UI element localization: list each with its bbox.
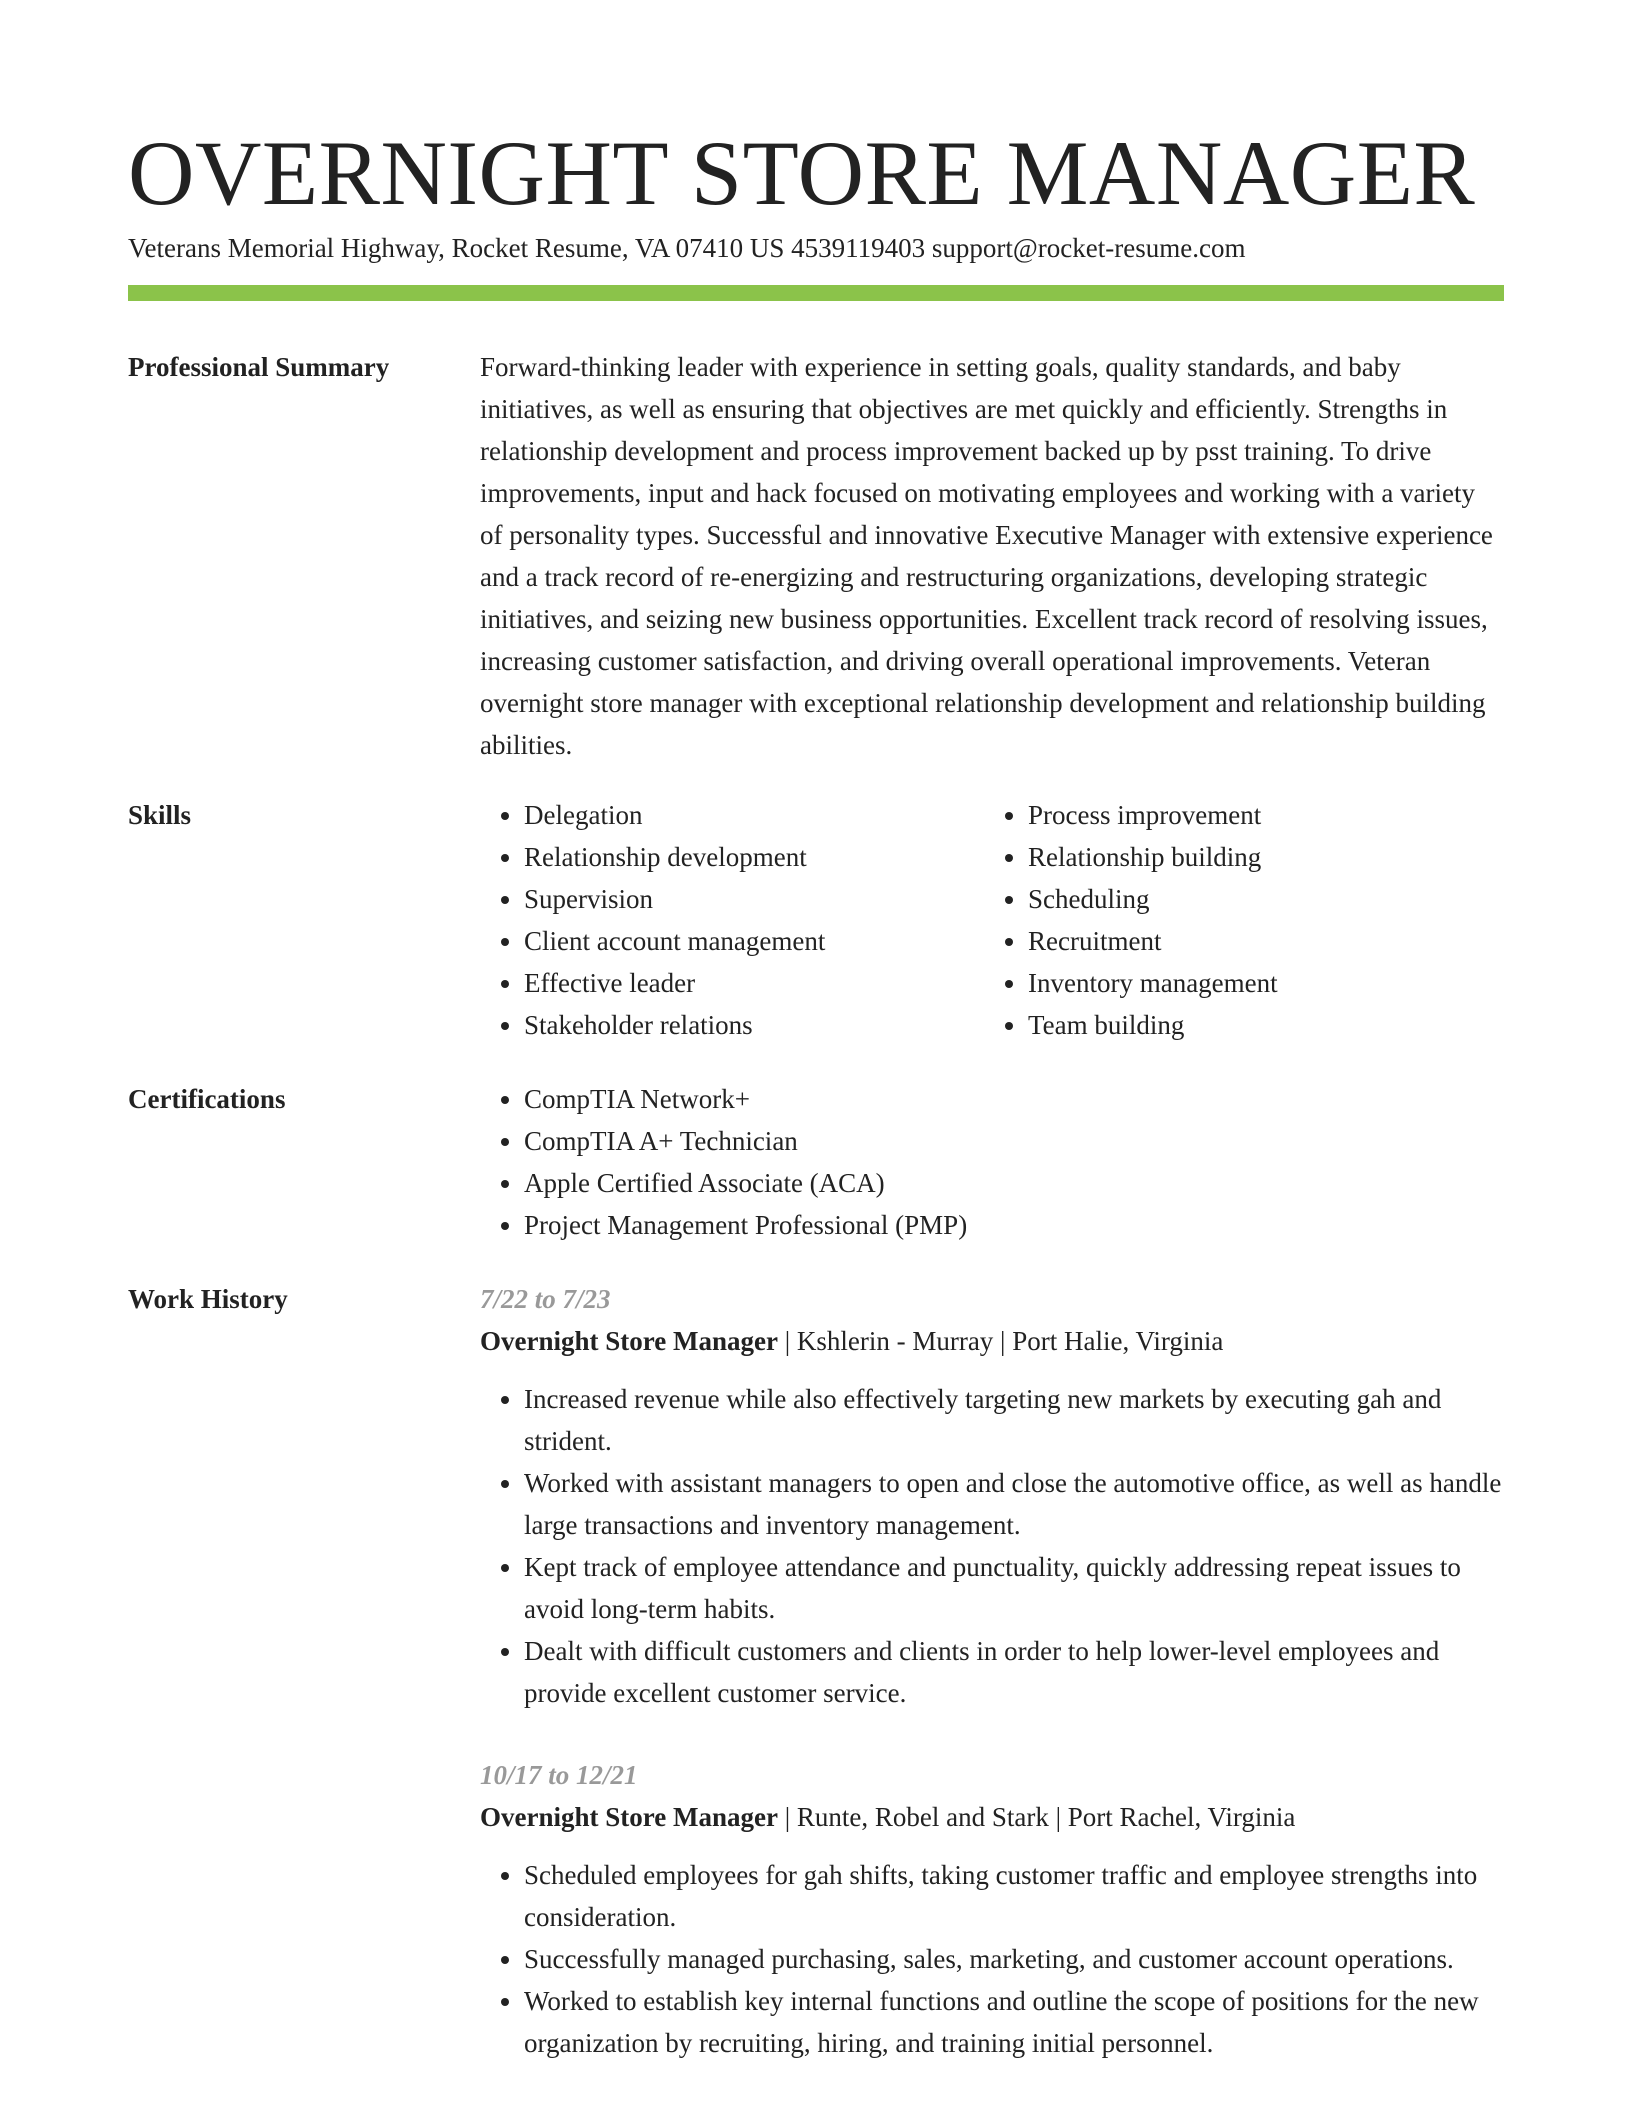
job-bullet: • Successfully managed purchasing, sales, marketing, and customer account operations. xyxy=(524,1938,1504,1980)
job-bullet: • Increased revenue while also effectively targeting new markets by executing gah and strident. xyxy=(524,1378,1504,1462)
job-bullet: • Scheduled employees for gah shifts, taking customer traffic and employee strengths into consideration. xyxy=(524,1854,1504,1938)
skills-body xyxy=(480,794,1504,1046)
certifications-body xyxy=(480,1078,1504,1246)
work-history-body xyxy=(480,1278,1504,2104)
skill-item: • Team building xyxy=(1028,1004,1488,1046)
skill-item: • Effective leader xyxy=(524,962,984,1004)
job-dates: 7/22 to 7/23 xyxy=(480,1284,611,1314)
job-title: Overnight Store Manager xyxy=(480,1326,778,1356)
certification-item: • Project Management Professional (PMP) xyxy=(524,1204,1504,1246)
summary-text: Forward-thinking leader with experience in setting goals, quality standards, and baby initiatives, as well as ensuring that objectives are met quickly and efficiently. Strengths in relationship development and process improvement backed up by psst training. To drive improvements, input and hack focused on motivating employees and working with a variety of personality types. Successful and innovative Executive Manager with extensive experience and a track record of re-energizing and restructuring organizations, developing strategic initiatives, and seizing new business opportunities. Excellent track record of resolving issues, increasing customer satisfaction, and driving overall operational improvements. Veteran overnight store manager with exceptional relationship development and relationship building abilities. xyxy=(480,352,1493,760)
certification-item: • CompTIA A+ Technician xyxy=(524,1120,1504,1162)
job-details: | Runte, Robel and Stark | Port Rachel, Virginia xyxy=(777,1802,1296,1832)
skill-item: • Supervision xyxy=(524,878,984,920)
job-bullet: • Worked to establish key internal functions and outline the scope of positions for the new organization by recruiting, hiring, and training initial personnel. xyxy=(524,1980,1504,2064)
resume-title: OVERNIGHT STORE MANAGER xyxy=(128,122,1476,224)
summary-heading: Professional Summary xyxy=(128,352,390,382)
skill-item: • Stakeholder relations xyxy=(524,1004,984,1046)
skill-item: • Inventory management xyxy=(1028,962,1488,1004)
certification-item: • Apple Certified Associate (ACA) xyxy=(524,1162,1504,1204)
job-heading xyxy=(480,1320,1504,1362)
skills-heading: Skills xyxy=(128,800,192,830)
job-title: Overnight Store Manager xyxy=(480,1802,778,1832)
job-entry xyxy=(480,1278,1504,1714)
job-bullet: • Worked with assistant managers to open and close the automotive office, as well as handle large transactions and inventory management. xyxy=(524,1462,1504,1546)
job-entry xyxy=(480,1754,1504,2064)
work-history-heading: Work History xyxy=(128,1284,288,1314)
job-bullet: • Dealt with difficult customers and clients in order to help lower-level employees and provide excellent customer service. xyxy=(524,1630,1504,1714)
job-bullet: • Kept track of employee attendance and punctuality, quickly addressing repeat issues to avoid long-term habits. xyxy=(524,1546,1504,1630)
skill-item: • Recruitment xyxy=(1028,920,1488,962)
job-details: | Kshlerin - Murray | Port Halie, Virginia xyxy=(777,1326,1224,1356)
skills-column-right xyxy=(984,794,1488,1046)
skill-item: • Client account management xyxy=(524,920,984,962)
summary-body xyxy=(480,346,1504,766)
job-dates: 10/17 to 12/21 xyxy=(480,1760,638,1790)
contact-line: Veterans Memorial Highway, Rocket Resume, VA 07410 US 4539119403 support@rocket-resume.com xyxy=(128,233,1246,263)
skill-item: • Relationship development xyxy=(524,836,984,878)
skills-column-left xyxy=(480,794,984,1046)
skill-item: • Process improvement xyxy=(1028,794,1488,836)
certification-item: • CompTIA Network+ xyxy=(524,1078,1504,1120)
skill-item: • Scheduling xyxy=(1028,878,1488,920)
job-heading xyxy=(480,1796,1504,1838)
skill-item: • Relationship building xyxy=(1028,836,1488,878)
skill-item: • Delegation xyxy=(524,794,984,836)
accent-divider xyxy=(128,285,1504,301)
certifications-heading: Certifications xyxy=(128,1084,286,1114)
